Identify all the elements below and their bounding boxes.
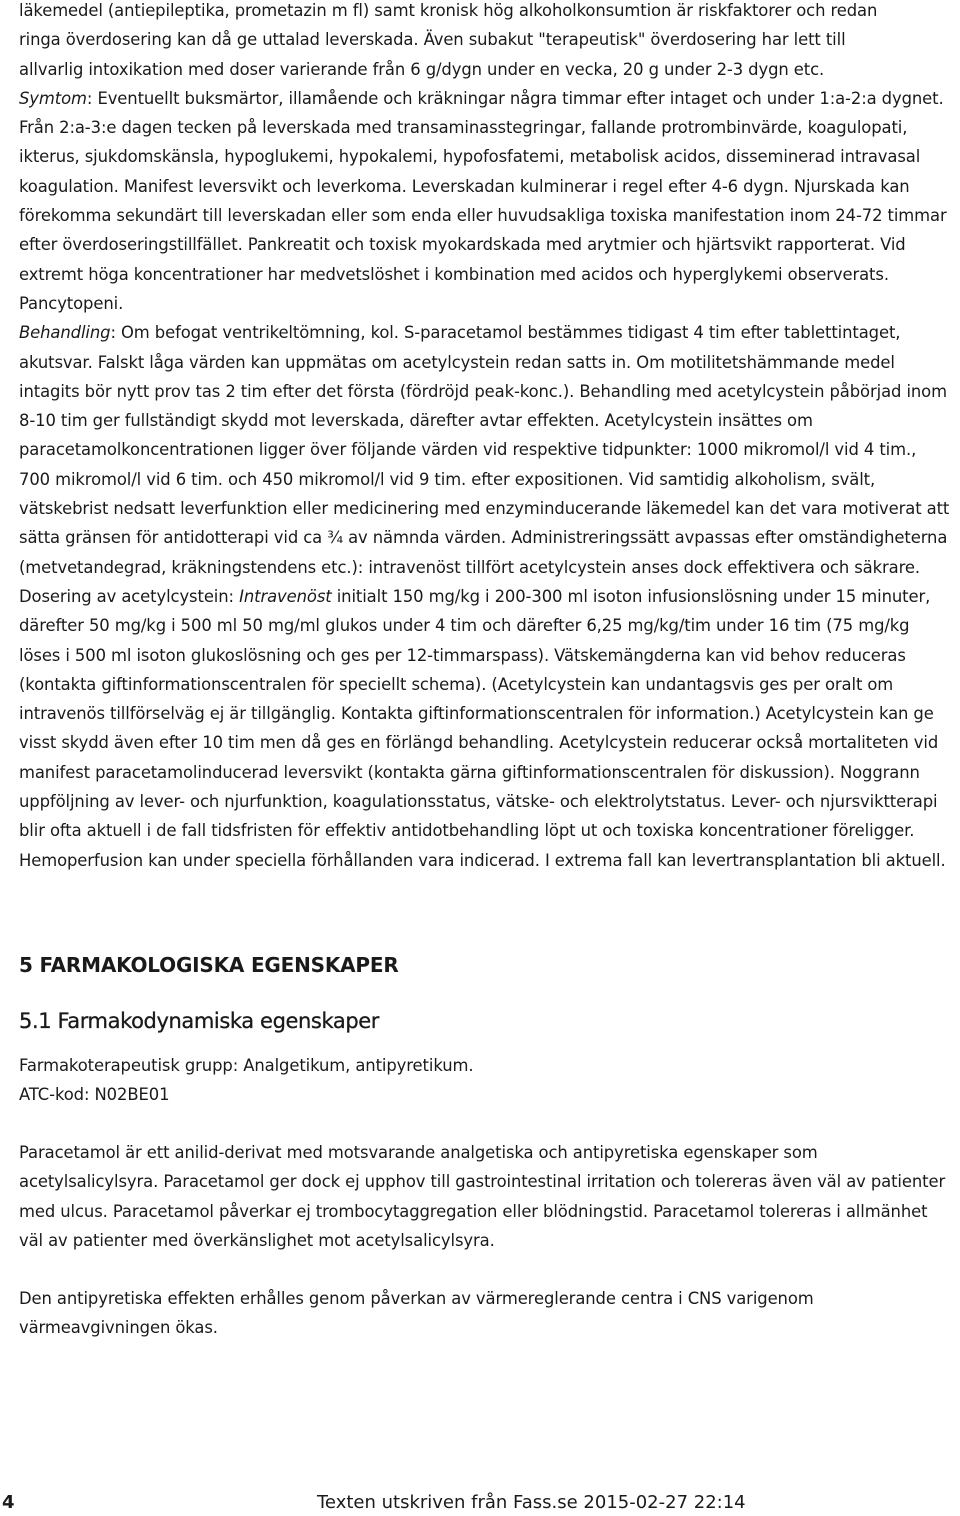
intro-line: läkemedel (antiepileptika, prometazin m fl) samt kronisk hög alkoholkonsumtion är riskfaktorer och redan — [19, 1, 878, 20]
footer-text: Texten utskriven från Fass.se 2015-02-27 22:14 — [317, 1492, 746, 1513]
treatment-italic-word: Intravenöst — [239, 586, 332, 606]
symptom-text: : Eventuellt buksmärtor, illamående och kräkningar några timmar efter intaget och under 1:a-2:a dygnet. Från 2:a-3:e dagen tecken på leverskada med transaminasstegringar, fallande protrombinvärde, koagulopati, ikterus, sjukdomskänsla, hypoglukemi, hypokalemi, hypofosfatemi, metabolisk acidos, disseminerad intravasal koagulation. Manifest leversvikt och leverkoma. Leverskadan kulminerar i regel efter 4-6 dygn. Njurskada kan förekomma sekundärt till leverskadan eller som enda eller huvudsakliga toxiska manifestation inom 24-72 timmar efter överdoseringstillfället. Pankreatit och toxisk myokardskada med arytmier och hjärtsvikt rapporterat. Vid extremt höga koncentrationer har medvetslöshet i kombination med acidos och hyperglykemi observerats. Pancytopeni. — [19, 88, 947, 313]
symptom-paragraph — [19, 84, 951, 318]
atc-code: ATC-kod: N02BE01 — [19, 1085, 170, 1105]
treatment-paragraph — [19, 318, 951, 875]
therapeutic-group: Farmakoterapeutisk grupp: Analgetikum, antipyretikum. — [19, 1056, 474, 1075]
classification-block — [19, 1051, 951, 1110]
page-number: 4 — [2, 1492, 15, 1513]
pharmacodynamics-paragraph-1 — [19, 1138, 951, 1255]
document-body — [19, 0, 951, 875]
paragraph-text: Den antipyretiska effekten erhålles genom påverkan av värmereglerande centra i CNS varigenom värmeavgivningen ökas. — [19, 1289, 814, 1338]
section-heading: 5 FARMAKOLOGISKA EGENSKAPER — [19, 953, 399, 977]
pharmacodynamics-paragraph-2 — [19, 1284, 951, 1343]
intro-line: ringa överdosering kan då ge uttalad leverskada. Även subakut "terapeutisk" överdosering har lett till — [19, 30, 846, 50]
document-page — [19, 0, 951, 1338]
treatment-label: Behandling — [19, 323, 111, 343]
symptom-label: Symtom — [19, 88, 87, 108]
paragraph-text: Paracetamol är ett anilid-derivat med motsvarande analgetiska och antipyretiska egenskaper som acetylsalicylsyra. Paracetamol ger dock ej upphov till gastrointestinal irritation och tolereras även väl av patienter med ulcus. Paracetamol påverkar ej trombocytaggregation eller blödningstid. Paracetamol tolereras i allmänhet väl av patienter med överkänslighet mot acetylsalicylsyra. — [19, 1143, 946, 1250]
treatment-text-1: : Om befogat ventrikeltömning, kol. S-paracetamol bestämmes tidigast 4 tim efter tablettintaget, akutsvar. Falskt låga värden kan uppmätas om acetylcystein redan satts in. Om motilitetshämmande medel intagits bör nytt prov tas 2 tim efter det första (fördröjd peak-konc.). Behandling med acetylcystein påbörjad inom 8-10 tim ger fullständigt skydd mot leverskada, därefter avtar effekten. Acetylcystein insättes om paracetamolkoncentrationen ligger över följande värden vid respektive tidpunkter: 1000 mikromol/l vid 4 tim., 700 mikromol/l vid 6 tim. och 450 mikromol/l vid 9 tim. efter expositionen. Vid samtidig alkoholism, svält, vätskebrist nedsatt leverfunktion eller medicinering med enzyminducerande läkemedel kan det vara motiverat att sätta gränsen för antidotterapi vid ca ¾ av nämnda värden. Administreringssätt avpassas efter omständigheterna (metvetandegrad, kräkningstendens etc.): intravenöst tillfört acetylcystein anses dock effektivera och säkrare. Dosering av acetylcystein: — [19, 323, 950, 606]
intro-line: allvarlig intoxikation med doser varierande från 6 g/dygn under en vecka, 20 g under 2-3 dygn etc. — [19, 59, 825, 79]
treatment-text-2: initialt 150 mg/kg i 200-300 ml isoton infusionslösning under 15 minuter, därefter 50 mg/kg i 500 ml 50 mg/ml glukos under 4 tim och därefter 6,25 mg/kg/tim under 16 tim (75 mg/kg löses i 500 ml isoton glukoslösning och ges per 12-timmarspass). Vätskemängderna kan vid behov reduceras (kontakta giftinformationscentralen för speciellt schema). (Acetylcystein kan undantagsvis ges per oralt om intravenös tillförselväg ej är tillgänglig. Kontakta giftinformationscentralen för information.) Acetylcystein kan ge visst skydd även efter 10 tim men då ges en förlängd behandling. Acetylcystein reducerar också mortaliteten vid manifest paracetamolinducerad leversvikt (kontakta gärna giftinformationscentralen för diskussion). Noggrann uppföljning av lever- och njurfunktion, koagulationsstatus, vätske- och elektrolytstatus. Lever- och njursviktterapi blir ofta aktuell i de fall tidsfristen för effektiv antidotbehandling löpt ut och toxiska koncentrationer föreligger. Hemoperfusion kan under speciella förhållanden vara indicerad. I extrema fall kan levertransplantation bli aktuell. — [19, 586, 946, 870]
subsection-heading: 5.1 Farmakodynamiska egenskaper — [19, 1009, 380, 1033]
page-footer — [0, 1492, 960, 1516]
